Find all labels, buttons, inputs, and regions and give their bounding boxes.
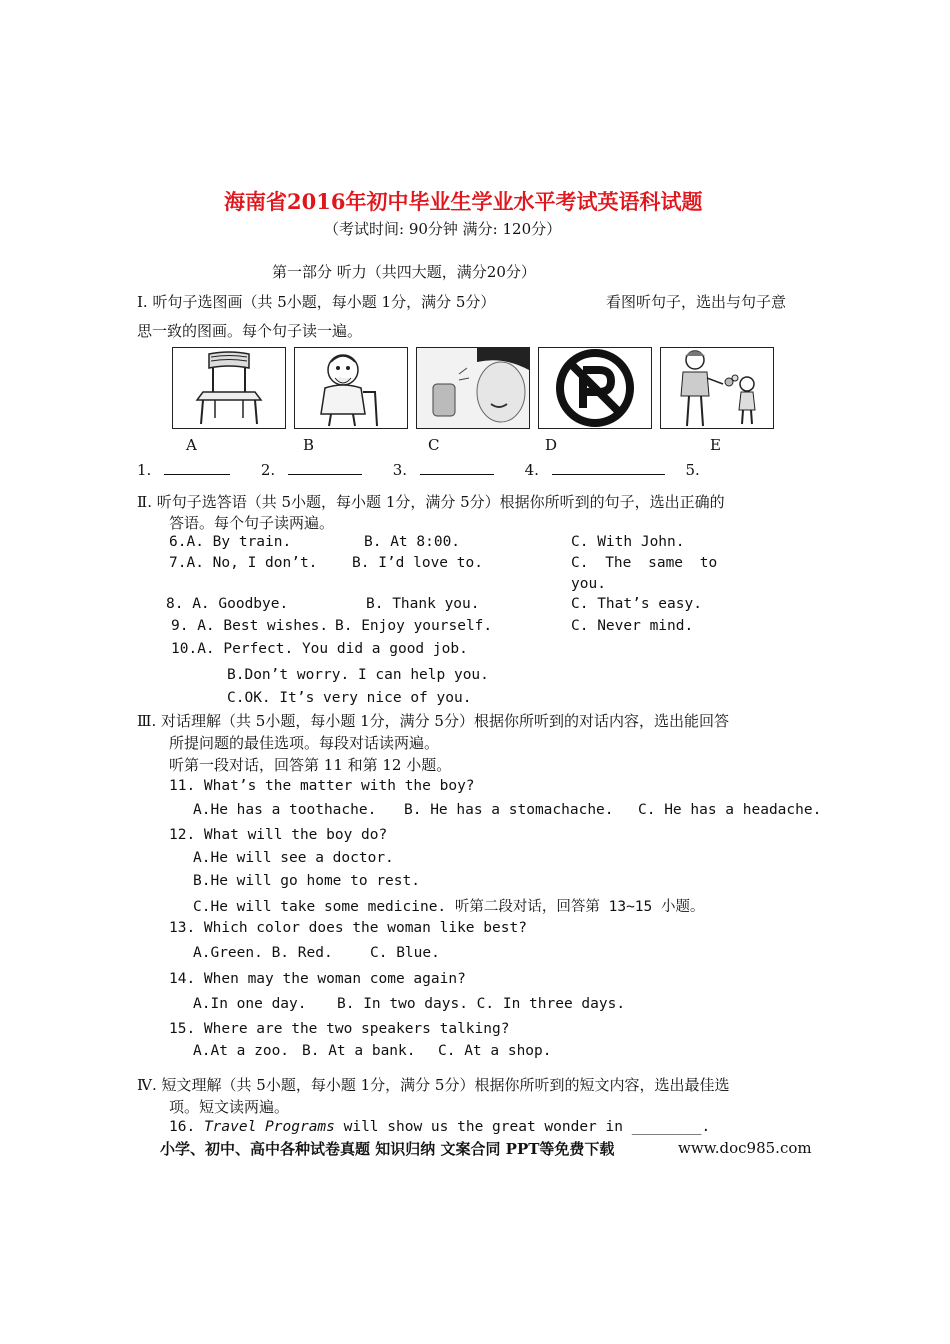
q12-option-b[interactable]: B.He will go home to rest. [193, 873, 420, 889]
q16-question [169, 1119, 710, 1135]
q15-option-a[interactable]: A.At a zoo. [193, 1043, 290, 1059]
section3-dialogue1-note: 听第一段对话，回答第 11 和第 12 小题。 [169, 756, 452, 774]
answer-blank-4[interactable] [552, 460, 665, 475]
q14-option-a[interactable]: A.In one day. [193, 996, 307, 1012]
picture-d [538, 347, 652, 429]
picture-label-c: C [428, 436, 440, 454]
q11-option-b[interactable]: B. He has a stomachache. [404, 802, 614, 818]
q10-option-c[interactable]: C.OK. It’s very nice of you. [227, 690, 472, 706]
q8-option-b[interactable]: B. Thank you. [366, 596, 480, 612]
section2-instruction: 答语。每个句子读两遍。 [169, 514, 335, 532]
section4-title: Ⅳ. 短文理解（共 5小题，每小题 1分，满分 5分）根据你所听到的短文内容，选出最佳选 [137, 1076, 730, 1094]
q6-option-a[interactable]: 6.A. By train. [169, 534, 292, 550]
q16-text: will show us the great wonder in ________. [334, 1119, 711, 1135]
q15-question: 15. Where are the two speakers talking? [169, 1021, 510, 1037]
q9-option-a[interactable]: 9. A. Best wishes. [171, 618, 329, 634]
q12-option-a[interactable]: A.He will see a doctor. [193, 850, 394, 866]
answer-num-2: 2. [260, 461, 276, 479]
q8-option-a[interactable]: 8. A. Goodbye. [166, 596, 289, 612]
old-man-icon [295, 348, 407, 428]
q13-option-c[interactable]: C. Blue. [370, 945, 440, 961]
q16-program-name: Travel Programs [203, 1119, 335, 1135]
no-parking-icon [539, 348, 651, 428]
q13-option-ab[interactable]: A.Green. B. Red. [193, 945, 333, 961]
section3-instruction: 所提问题的最佳选项。每段对话读两遍。 [169, 734, 440, 752]
phone-call-icon [417, 348, 529, 428]
footer-url[interactable]: www.doc985.com [678, 1139, 812, 1157]
answer-blank-1[interactable] [164, 460, 230, 475]
answer-row [137, 460, 700, 479]
section3-title: Ⅲ. 对话理解（共 5小题，每小题 1分，满分 5分）根据你所听到的对话内容，选出能回答 [137, 712, 729, 730]
q8-option-c[interactable]: C. That’s easy. [571, 596, 702, 612]
q16-number: 16. [169, 1119, 196, 1135]
section1-title: Ⅰ. 听句子选图画（共 5小题，每小题 1分，满分 5分） [137, 293, 496, 311]
section1-instruction: 看图听句子，选出与句子意 [606, 293, 787, 311]
page-title: 海南省2016年初中毕业生学业水平考试英语科试题 [224, 189, 703, 214]
q11-option-c[interactable]: C. He has a headache. [638, 802, 822, 818]
q9-option-c[interactable]: C. Never mind. [571, 618, 694, 634]
picture-e [660, 347, 774, 429]
q10-option-b[interactable]: B.Don’t worry. I can help you. [227, 667, 489, 683]
answer-blank-3[interactable] [420, 460, 494, 475]
q6-option-c[interactable]: C. With John. [571, 534, 685, 550]
picture-c [416, 347, 530, 429]
picture-a [172, 347, 286, 429]
picture-label-b: B [303, 436, 315, 454]
answer-num-3: 3. [392, 461, 408, 479]
answer-blank-2[interactable] [288, 460, 362, 475]
part-heading: 第一部分 听力（共四大题，满分20分） [272, 263, 536, 281]
q9-option-b[interactable]: B. Enjoy yourself. [335, 618, 493, 634]
q7-option-c[interactable]: C. The same to [571, 555, 718, 571]
flower-giving-icon [661, 348, 773, 428]
q6-option-b[interactable]: B. At 8:00. [364, 534, 461, 550]
section2-title: Ⅱ. 听句子选答语（共 5小题，每小题 1分，满分 5分）根据你所听到的句子，选出正确的 [137, 493, 725, 511]
q14-option-bc[interactable]: B. In two days. C. In three days. [337, 996, 626, 1012]
q11-question: 11. What’s the matter with the boy? [169, 778, 475, 794]
q12-option-c[interactable]: C.He will take some medicine. 听第二段对话，回答第 13~15 小题。 [193, 899, 705, 915]
q7-option-a[interactable]: 7.A. No, I don’t. [169, 555, 318, 571]
picture-label-a: A [186, 436, 197, 454]
exam-info: （考试时间: 90分钟 满分: 120分） [324, 220, 562, 238]
q10-option-a[interactable]: 10.A. Perfect. You did a good job. [171, 641, 468, 657]
chair-icon [173, 348, 285, 428]
picture-label-e: E [710, 436, 721, 454]
q12-question: 12. What will the boy do? [169, 827, 388, 843]
answer-num-4: 4. [524, 461, 539, 479]
footer-text: 小学、初中、高中各种试卷真题 知识归纳 文案合同 PPT等免费下载 [160, 1140, 615, 1158]
q15-option-b[interactable]: B. At a bank. [302, 1043, 416, 1059]
q13-question: 13. Which color does the woman like best? [169, 920, 527, 936]
q7-option-c-cont: you. [571, 576, 606, 592]
section4-instruction: 项。短文读两遍。 [169, 1098, 290, 1116]
section1-instruction-cont: 思一致的图画。每个句子读一遍。 [137, 322, 363, 340]
answer-num-5: 5. [685, 461, 700, 479]
q15-option-c[interactable]: C. At a shop. [438, 1043, 552, 1059]
q11-option-a[interactable]: A.He has a toothache. [193, 802, 377, 818]
picture-label-d: D [545, 436, 558, 454]
answer-num-1: 1. [137, 461, 152, 479]
q14-question: 14. When may the woman come again? [169, 971, 466, 987]
picture-b [294, 347, 408, 429]
q7-option-b[interactable]: B. I’d love to. [352, 555, 483, 571]
